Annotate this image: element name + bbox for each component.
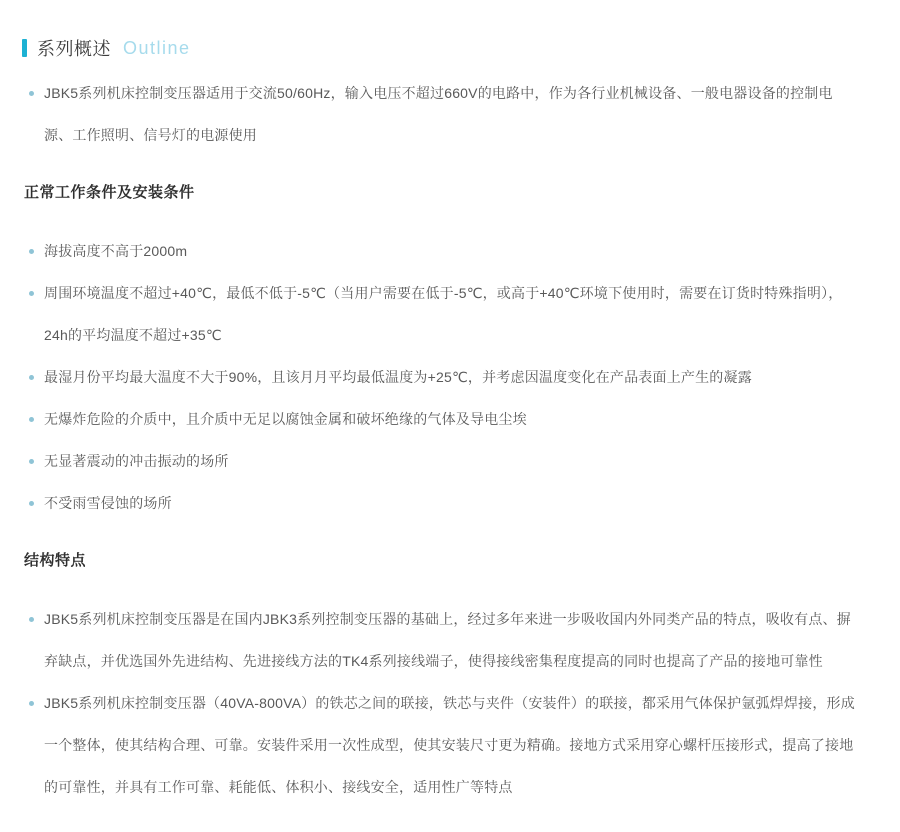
section-title: 系列概述	[37, 39, 111, 59]
list-item-text: JBK5系列机床控制变压器适用于交流50/60Hz，输入电压不超过660V的电路中，作为各行业机械设备、一般电器设备的控制电源、工作照明、信号灯的电源使用	[44, 85, 833, 143]
list-item	[24, 272, 856, 356]
list-item	[24, 682, 856, 808]
list-item-text: JBK5系列机床控制变压器（40VA-800VA）的铁芯之间的联接，铁芯与夹件（安装件）的联接，都采用气体保护氩弧焊焊接，形成一个整体，使其结构合理、可靠。安装件采用一次性成型，使其安装尺寸更为精确。接地方式采用穿心螺杆压接形式，提高了接地的可靠性，并具有工作可靠、耗能低、体积小、接线安全，适用性广等特点	[44, 695, 855, 795]
bullet-icon	[29, 249, 34, 254]
list-item-text: 无显著震动的冲击振动的场所	[44, 453, 229, 469]
list-item-text: 无爆炸危险的介质中，且介质中无足以腐蚀金属和破坏绝缘的气体及导电尘埃	[44, 411, 527, 427]
conditions-list	[0, 230, 900, 524]
list-item-text: 最湿月份平均最大温度不大于90%，且该月月平均最低温度为+25℃，并考虑因温度变化在产品表面上产生的凝露	[44, 369, 752, 385]
section-header	[22, 0, 900, 59]
bullet-icon	[29, 459, 34, 464]
list-item	[24, 482, 856, 524]
list-item	[24, 230, 856, 272]
intro-list	[0, 72, 900, 156]
list-item	[24, 398, 856, 440]
bullet-icon	[29, 617, 34, 622]
section-subtitle-en: Outline	[123, 37, 191, 58]
accent-bar-icon	[22, 39, 27, 57]
list-item-text: 不受雨雪侵蚀的场所	[44, 495, 172, 511]
list-item-text: 周围环境温度不超过+40℃，最低不低于-5℃（当用户需要在低于-5℃，或高于+40℃环境下使用时，需要在订货时特殊指明），24h的平均温度不超过+35℃	[44, 285, 843, 343]
list-item-text: 海拔高度不高于2000m	[44, 243, 188, 259]
list-item	[24, 440, 856, 482]
bullet-icon	[29, 291, 34, 296]
sub-heading-structure: 结构特点	[24, 552, 87, 569]
bullet-icon	[29, 91, 34, 96]
sub-heading-conditions: 正常工作条件及安装条件	[24, 184, 195, 201]
bullet-icon	[29, 417, 34, 422]
list-item	[24, 598, 856, 682]
list-item	[24, 72, 856, 156]
bullet-icon	[29, 501, 34, 506]
bullet-icon	[29, 375, 34, 380]
structure-list	[0, 598, 900, 808]
list-item	[24, 356, 856, 398]
bullet-icon	[29, 701, 34, 706]
list-item-text: JBK5系列机床控制变压器是在国内JBK3系列控制变压器的基础上，经过多年来进一步吸收国内外同类产品的特点，吸收有点、摒弃缺点，并优选国外先进结构、先进接线方法的TK4系列接线端子，使得接线密集程度提高的同时也提高了产品的接地可靠性	[44, 611, 851, 669]
